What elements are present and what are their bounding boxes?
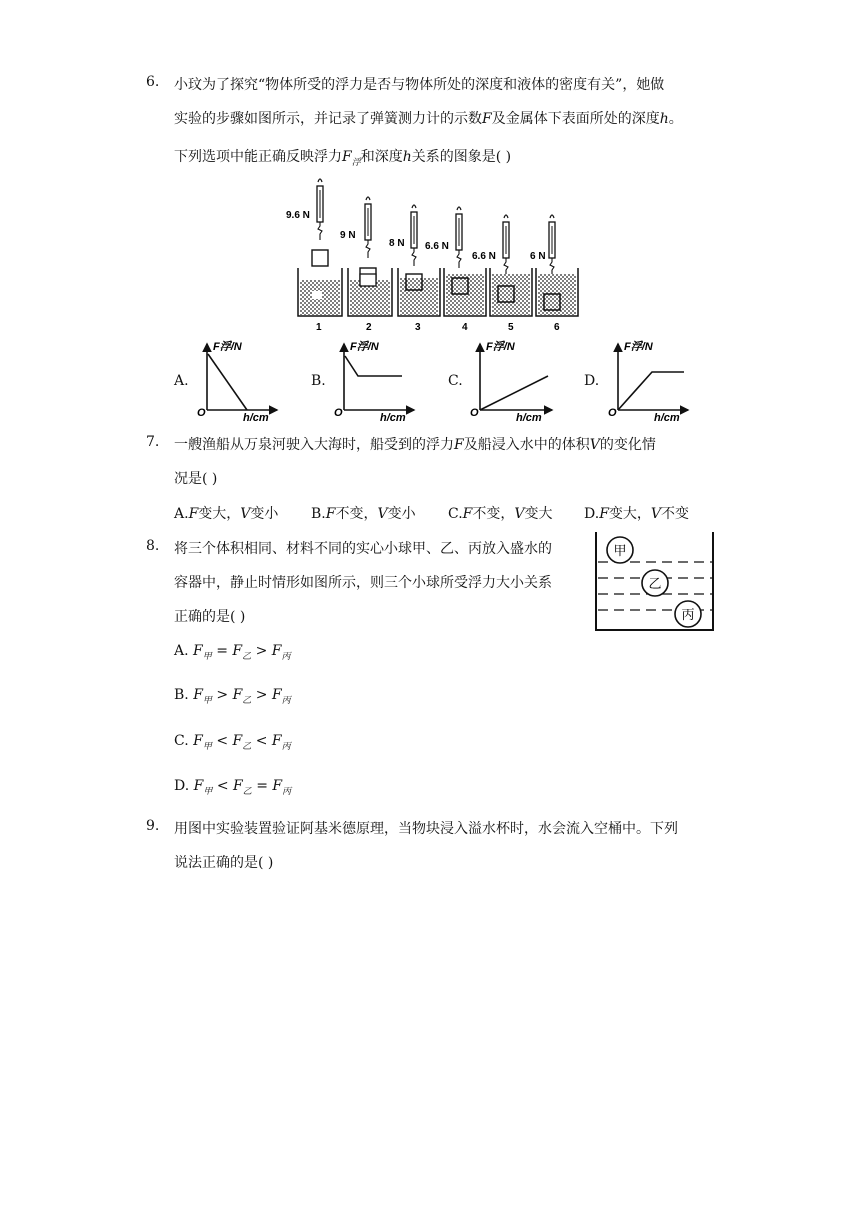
option-d[interactable]: D.F变大，V不变 — [584, 506, 690, 522]
ball-label: 乙 — [648, 576, 662, 591]
question-number: 7. — [146, 434, 160, 450]
option-b[interactable]: B. $F_甲 > F_乙 > F_丙$ — [174, 687, 291, 706]
svg-text:h/cm: h/cm — [243, 412, 269, 422]
question-text-line: 说法正确的是( ) — [174, 855, 274, 871]
question-text-line: 用图中实验装置验证阿基米德原理，当物块浸入溢水杯时，水会流入空桶中。下列 — [174, 821, 678, 837]
question-text-line: 小玟为了探究“物体所受的浮力是否与物体所处的深度和液体的密度有关”，她做 — [174, 77, 665, 93]
option-a[interactable]: A.F变大，V变小 — [174, 506, 279, 522]
question-text-line: 正确的是( ) — [174, 609, 246, 625]
beaker-1 — [298, 179, 342, 316]
svg-text:F浮/N: F浮/N — [350, 341, 379, 353]
beaker-number: 3 — [415, 322, 421, 333]
experiment-figure — [282, 176, 582, 334]
beaker-2 — [348, 197, 392, 316]
beaker-number: 2 — [366, 322, 372, 333]
svg-text:h/cm: h/cm — [516, 412, 542, 422]
beaker-number: 5 — [508, 322, 514, 333]
beaker-number: 6 — [554, 322, 560, 333]
question-number: 8. — [146, 538, 160, 554]
reading-label: 8 N — [389, 238, 405, 249]
beaker-5 — [490, 215, 532, 316]
svg-text:O: O — [608, 407, 617, 419]
beaker-number: 4 — [462, 322, 468, 333]
option-a-graph — [195, 336, 285, 422]
beaker-number: 1 — [316, 322, 322, 333]
question-text-line: 容器中，静止时情形如图所示，则三个小球所受浮力大小关系 — [174, 575, 552, 591]
question-text-line: 一艘渔船从万泉河驶入大海时，船受到的浮力F及船浸入水中的体积V的变化情 — [174, 437, 656, 453]
svg-text:O: O — [197, 407, 206, 419]
question-text-line: 下列选项中能正确反映浮力$F_浮$和深度h关系的图象是( ) — [174, 149, 512, 168]
option-d-graph — [606, 336, 696, 422]
svg-text:F浮/N: F浮/N — [486, 341, 515, 353]
svg-text:O: O — [470, 407, 479, 419]
question-text-line: 将三个体积相同、材料不同的实心小球甲、乙、丙放入盛水的 — [174, 541, 552, 557]
ball-label: 丙 — [681, 607, 695, 622]
reading-label: 9.6 N — [286, 210, 310, 221]
svg-text:h/cm: h/cm — [380, 412, 406, 422]
ball-label: 甲 — [613, 543, 627, 558]
reading-label: 6.6 N — [425, 241, 449, 252]
svg-text:O: O — [334, 407, 343, 419]
svg-text:F浮/N: F浮/N — [213, 341, 242, 353]
beaker-3 — [398, 205, 440, 316]
beaker-6 — [536, 215, 578, 316]
question-text-line: 况是( ) — [174, 471, 218, 487]
option-b-graph — [332, 336, 422, 422]
container-figure — [592, 528, 718, 634]
question-text-line: 实验的步骤如图所示，并记录了弹簧测力计的示数F及金属体下表面所处的深度h。 — [174, 111, 683, 127]
svg-text:h/cm: h/cm — [654, 412, 680, 422]
option-c[interactable]: C.F不变，V变大 — [448, 506, 553, 522]
option-b[interactable]: B.F不变，V变小 — [311, 506, 416, 522]
svg-text:F浮/N: F浮/N — [624, 341, 653, 353]
reading-label: 9 N — [340, 230, 356, 241]
question-number: 6. — [146, 74, 160, 90]
option-a[interactable]: A. $F_甲 = F_乙 > F_丙$ — [174, 643, 291, 662]
reading-label: 6.6 N — [472, 251, 496, 262]
option-d[interactable]: D. $F_甲 < F_乙 = F_丙$ — [174, 778, 292, 797]
question-number: 9. — [146, 818, 160, 834]
reading-label: 6 N — [530, 251, 546, 262]
option-c-graph — [468, 336, 560, 422]
option-c[interactable]: C. $F_甲 < F_乙 < F_丙$ — [174, 733, 291, 752]
